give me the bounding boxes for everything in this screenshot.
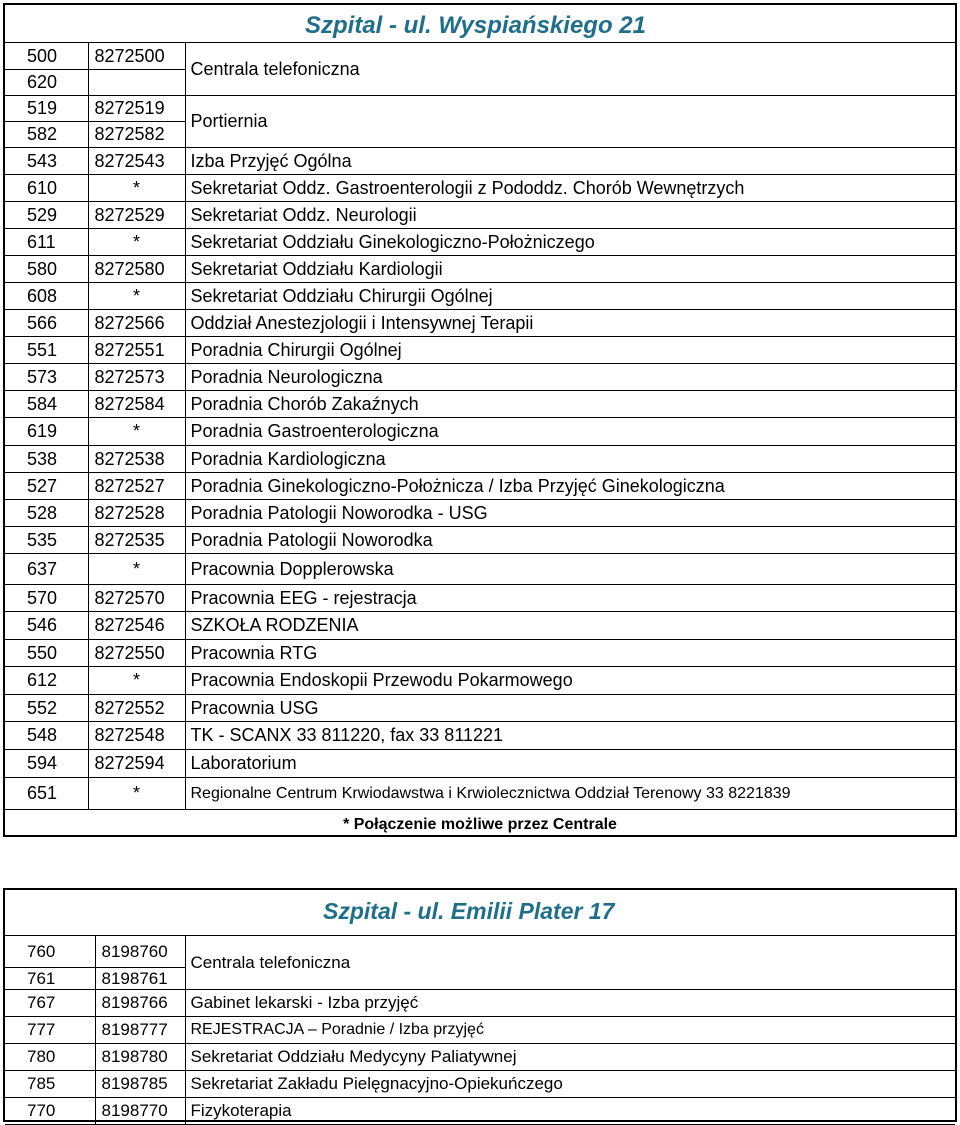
table-row <box>5 936 955 968</box>
table-row <box>5 148 955 175</box>
table-row <box>5 722 955 750</box>
section-title: Szpital - ul. Emilii Plater 17 <box>323 898 615 924</box>
extension-number: 551 <box>5 337 88 364</box>
phone-number: * <box>88 667 185 695</box>
phone-number: * <box>88 778 185 810</box>
table-row <box>5 778 955 810</box>
extension-number: 584 <box>5 391 88 418</box>
department-name: Pracownia Dopplerowska <box>185 554 955 585</box>
table-row <box>5 256 955 283</box>
phone-number: * <box>88 229 185 256</box>
phone-number: 8272570 <box>88 585 185 612</box>
extension-number: 535 <box>5 527 88 554</box>
table-row <box>5 612 955 640</box>
table-row <box>5 364 955 391</box>
table-row <box>5 1017 955 1044</box>
hospital-directory-wyspianskiego <box>3 3 957 837</box>
table-row <box>5 473 955 500</box>
extension-number: 580 <box>5 256 88 283</box>
department-name: Izba Przyjęć Ogólna <box>185 148 955 175</box>
phone-number: 8272543 <box>88 148 185 175</box>
department-name: Sekretariat Oddz. Gastroenterologii z Pododdz. Chorób Wewnętrzych <box>185 175 955 202</box>
department-name: Sekretariat Oddziału Medycyny Paliatywnej <box>185 1044 955 1071</box>
phone-number: 8272548 <box>88 722 185 750</box>
table-row <box>5 283 955 310</box>
department-name: Pracownia USG <box>185 695 955 722</box>
department-name: Poradnia Ginekologiczno-Położnicza / Izba Przyjęć Ginekologiczna <box>185 473 955 500</box>
extension-number: 760 <box>5 936 95 968</box>
department-name: Sekretariat Oddziału Kardiologii <box>185 256 955 283</box>
extension-number: 527 <box>5 473 88 500</box>
table-row <box>5 695 955 722</box>
extension-number: 610 <box>5 175 88 202</box>
department-name: Oddział Anestezjologii i Intensywnej Terapii <box>185 310 955 337</box>
table-row <box>5 585 955 612</box>
department-name: Poradnia Patologii Noworodka <box>185 527 955 554</box>
table-row <box>5 43 955 70</box>
extension-number: 651 <box>5 778 88 810</box>
table-row <box>5 1044 955 1071</box>
extension-number: 619 <box>5 418 88 446</box>
extension-number: 550 <box>5 640 88 667</box>
department-name: Fizykoterapia <box>185 1098 955 1125</box>
extension-number: 548 <box>5 722 88 750</box>
table-row <box>5 1071 955 1098</box>
department-name: Poradnia Chorób Zakaźnych <box>185 391 955 418</box>
table-row <box>5 990 955 1017</box>
phone-number: 8198761 <box>95 968 185 990</box>
extension-number: 770 <box>5 1098 95 1125</box>
table-row <box>5 175 955 202</box>
extension-number: 552 <box>5 695 88 722</box>
phone-number: 8272528 <box>88 500 185 527</box>
department-name: Poradnia Chirurgii Ogólnej <box>185 337 955 364</box>
footnote: * Połączenie możliwe przez Centrale <box>343 816 617 833</box>
extension-number: 611 <box>5 229 88 256</box>
table-row <box>5 229 955 256</box>
extension-number: 500 <box>5 43 88 70</box>
phone-number: 8272552 <box>88 695 185 722</box>
department-name: Portiernia <box>185 96 955 148</box>
phone-number: 8198770 <box>95 1098 185 1125</box>
table-row <box>5 527 955 554</box>
extension-number: 546 <box>5 612 88 640</box>
phone-number: 8272535 <box>88 527 185 554</box>
phone-number: 8198777 <box>95 1017 185 1044</box>
table-row <box>5 750 955 778</box>
extension-number: 780 <box>5 1044 95 1071</box>
department-name: Sekretariat Oddziału Chirurgii Ogólnej <box>185 283 955 310</box>
table-row <box>5 96 955 122</box>
department-name: Poradnia Patologii Noworodka - USG <box>185 500 955 527</box>
department-name: Sekretariat Oddz. Neurologii <box>185 202 955 229</box>
department-name: Poradnia Kardiologiczna <box>185 446 955 473</box>
extension-number: 528 <box>5 500 88 527</box>
phone-number: 8272538 <box>88 446 185 473</box>
phone-number: 8272573 <box>88 364 185 391</box>
phone-number: 8272580 <box>88 256 185 283</box>
department-name: Pracownia Endoskopii Przewodu Pokarmowego <box>185 667 955 695</box>
department-name: SZKOŁA RODZENIA <box>185 612 955 640</box>
department-name: Centrala telefoniczna <box>185 43 955 96</box>
department-name: TK - SCANX 33 811220, fax 33 811221 <box>185 722 955 750</box>
extension-number: 519 <box>5 96 88 122</box>
table-row <box>5 446 955 473</box>
department-name: Poradnia Gastroenterologiczna <box>185 418 955 446</box>
department-name: Centrala telefoniczna <box>185 936 955 990</box>
table-row <box>5 554 955 585</box>
table-row <box>5 640 955 667</box>
table-row <box>5 418 955 446</box>
department-name: REJESTRACJA – Poradnie / Izba przyjęć <box>185 1017 955 1044</box>
table-row <box>5 1098 955 1125</box>
phone-number: 8272566 <box>88 310 185 337</box>
extension-number: 566 <box>5 310 88 337</box>
extension-number: 573 <box>5 364 88 391</box>
phone-number: 8272594 <box>88 750 185 778</box>
table-row <box>5 310 955 337</box>
department-name: Laboratorium <box>185 750 955 778</box>
phone-number: * <box>88 554 185 585</box>
department-name: Gabinet lekarski - Izba przyjęć <box>185 990 955 1017</box>
phone-number: 8272500 <box>88 43 185 70</box>
phone-number: 8198780 <box>95 1044 185 1071</box>
phone-number: * <box>88 283 185 310</box>
table-row <box>5 391 955 418</box>
extension-number: 538 <box>5 446 88 473</box>
extension-number: 777 <box>5 1017 95 1044</box>
department-name: Pracownia RTG <box>185 640 955 667</box>
table-row <box>5 202 955 229</box>
phone-number: 8272529 <box>88 202 185 229</box>
department-name: Pracownia EEG - rejestracja <box>185 585 955 612</box>
phone-number: 8272582 <box>88 122 185 148</box>
table-row <box>5 500 955 527</box>
extension-number: 612 <box>5 667 88 695</box>
extension-number: 529 <box>5 202 88 229</box>
extension-number: 767 <box>5 990 95 1017</box>
phone-table <box>5 42 955 810</box>
extension-number: 570 <box>5 585 88 612</box>
phone-number: 8272546 <box>88 612 185 640</box>
department-name: Poradnia Neurologiczna <box>185 364 955 391</box>
phone-number: 8198785 <box>95 1071 185 1098</box>
extension-number: 543 <box>5 148 88 175</box>
hospital-directory-emilii-plater <box>3 888 957 1122</box>
phone-number: 8272584 <box>88 391 185 418</box>
section-title: Szpital - ul. Wyspiańskiego 21 <box>305 12 646 39</box>
department-name: Sekretariat Zakładu Pielęgnacyjno-Opiekuńczego <box>185 1071 955 1098</box>
extension-number: 594 <box>5 750 88 778</box>
phone-number: 8198766 <box>95 990 185 1017</box>
phone-table <box>5 935 955 1125</box>
extension-number: 637 <box>5 554 88 585</box>
department-name: Regionalne Centrum Krwiodawstwa i Krwiolecznictwa Oddział Terenowy 33 8221839 <box>185 778 955 810</box>
phone-number: 8272519 <box>88 96 185 122</box>
phone-number: 8272527 <box>88 473 185 500</box>
phone-number: * <box>88 418 185 446</box>
department-name: Sekretariat Oddziału Ginekologiczno-Położniczego <box>185 229 955 256</box>
phone-number: * <box>88 175 185 202</box>
extension-number: 761 <box>5 968 95 990</box>
table-row <box>5 667 955 695</box>
phone-number: 8198760 <box>95 936 185 968</box>
extension-number: 608 <box>5 283 88 310</box>
extension-number: 620 <box>5 70 88 96</box>
extension-number: 582 <box>5 122 88 148</box>
phone-number <box>88 70 185 96</box>
table-row <box>5 337 955 364</box>
phone-number: 8272551 <box>88 337 185 364</box>
phone-number: 8272550 <box>88 640 185 667</box>
extension-number: 785 <box>5 1071 95 1098</box>
